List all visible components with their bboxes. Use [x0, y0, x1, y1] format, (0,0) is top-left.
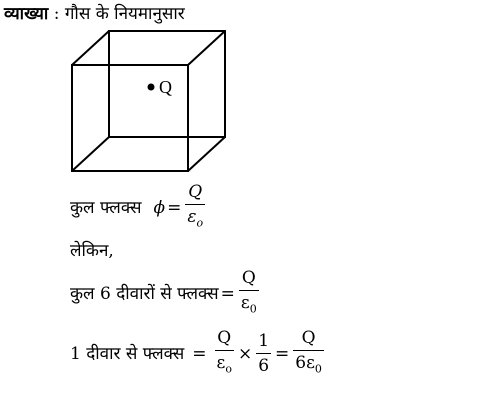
- heading-label: व्याख्या: [4, 4, 49, 24]
- eq3-fraction-1: [215, 328, 234, 379]
- eq1-denominator: $\varepsilon_o$: [185, 204, 205, 233]
- eq1-text: कुल फ्लक्स: [70, 197, 142, 218]
- charge-dot: [148, 84, 155, 91]
- heading-text: गौस के नियमानुसार: [64, 4, 185, 24]
- lekin-text: लेकिन,: [70, 241, 114, 261]
- eq1-fraction: [185, 182, 205, 233]
- eq2-denominator: $\varepsilon_0$: [239, 290, 259, 319]
- eq3-times: ×: [237, 343, 253, 364]
- eq3-equals-1: =: [192, 343, 207, 364]
- eq3-equals-2: =: [275, 343, 290, 364]
- eq2-numerator: Q: [241, 268, 256, 288]
- eq3-f1-denominator: $\varepsilon_o$: [215, 350, 234, 379]
- eq3-text: 1 दीवार से फ्लक्स: [70, 343, 185, 364]
- cube-edge-bottom-left: [72, 137, 109, 171]
- charge-label: Q: [159, 77, 172, 97]
- equation-total-flux: [70, 182, 207, 233]
- equation-six-walls: [70, 268, 261, 319]
- cube-edge-top-left: [72, 31, 109, 65]
- cube-edge-top-right: [188, 31, 225, 65]
- eq1-numerator: Q: [188, 182, 203, 202]
- eq1-equals: =: [167, 197, 182, 218]
- equation-one-wall: [70, 328, 326, 379]
- eq3-fraction-3: [293, 328, 324, 379]
- eq2-text: कुल 6 दीवारों से फ्लक्स: [70, 283, 219, 304]
- eq3-f3-numerator: Q: [301, 328, 316, 348]
- eq2-equals: =: [220, 283, 235, 304]
- eq2-fraction: [239, 268, 259, 319]
- eq3-f1-numerator: Q: [217, 328, 232, 348]
- cube-edges: [72, 31, 225, 171]
- phi-symbol: ϕ: [153, 197, 166, 218]
- eq3-f2-denominator: 6: [256, 353, 271, 376]
- eq3-f3-denominator: $6\varepsilon_0$: [293, 350, 324, 379]
- eq3-f2-numerator: 1: [258, 331, 270, 352]
- cube-edge-bottom-right: [188, 137, 225, 171]
- eq3-fraction-2: [256, 331, 271, 376]
- heading-separator: :: [48, 4, 65, 24]
